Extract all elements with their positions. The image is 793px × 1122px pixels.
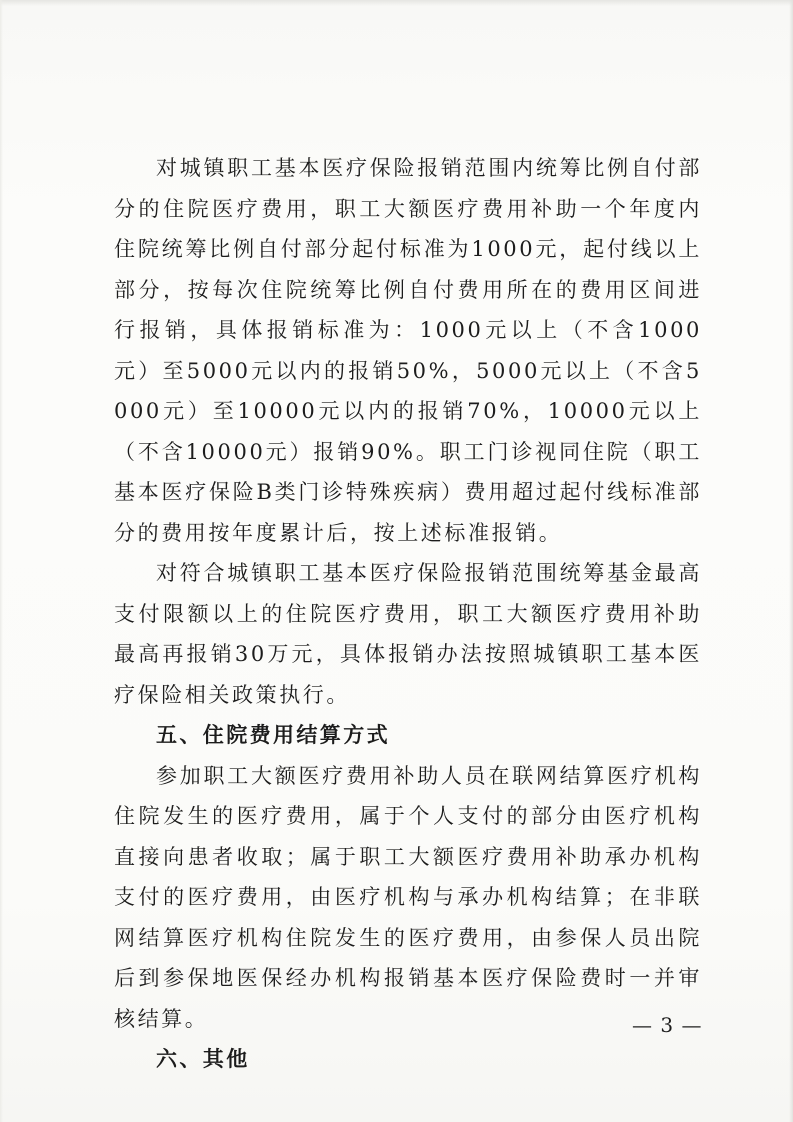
page-number: — 3 —	[632, 1013, 703, 1037]
paragraph-reimbursement-standard: 对城镇职工基本医疗保险报销范围内统筹比例自付部分的住院医疗费用，职工大额医疗费用补助一个年度内住院统筹比例自付部分起付标准为1000元，起付线以上部分，按每次住院统筹比例自付费用所在的费用区间进行报销，具体报销标准为：1000元以上（不含1000元）至5000元以内的报销50%，5000元以上（不含5000元）至10000元以内的报销70%，10000元以上（不含10000元）报销90%。职工门诊视同住院（职工基本医疗保险B类门诊特殊疾病）费用超过起付线标准部分的费用按年度累计后，按上述标准报销。	[114, 156, 702, 545]
document-body	[114, 148, 702, 1080]
section-heading-other: 六、其他	[156, 1047, 250, 1071]
scan-edge-right	[789, 0, 793, 1122]
scan-edge-top	[0, 0, 793, 6]
paragraph-max-reimbursement: 对符合城镇职工基本医疗保险报销范围统筹基金最高支付限额以上的住院医疗费用，职工大额医疗费用补助最高再报销30万元，具体报销办法按照城镇职工基本医疗保险相关政策执行。	[114, 561, 702, 707]
scan-edge-left	[0, 0, 3, 1122]
section-heading-settlement: 五、住院费用结算方式	[156, 723, 390, 747]
paragraph-settlement-method: 参加职工大额医疗费用补助人员在联网结算医疗机构住院发生的医疗费用，属于个人支付的部分由医疗机构直接向患者收取；属于职工大额医疗费用补助承办机构支付的医疗费用，由医疗机构与承办机构结算；在非联网结算医疗机构住院发生的医疗费用，由参保人员出院后到参保地医保经办机构报销基本医疗保险费时一并审核结算。	[114, 763, 702, 1031]
